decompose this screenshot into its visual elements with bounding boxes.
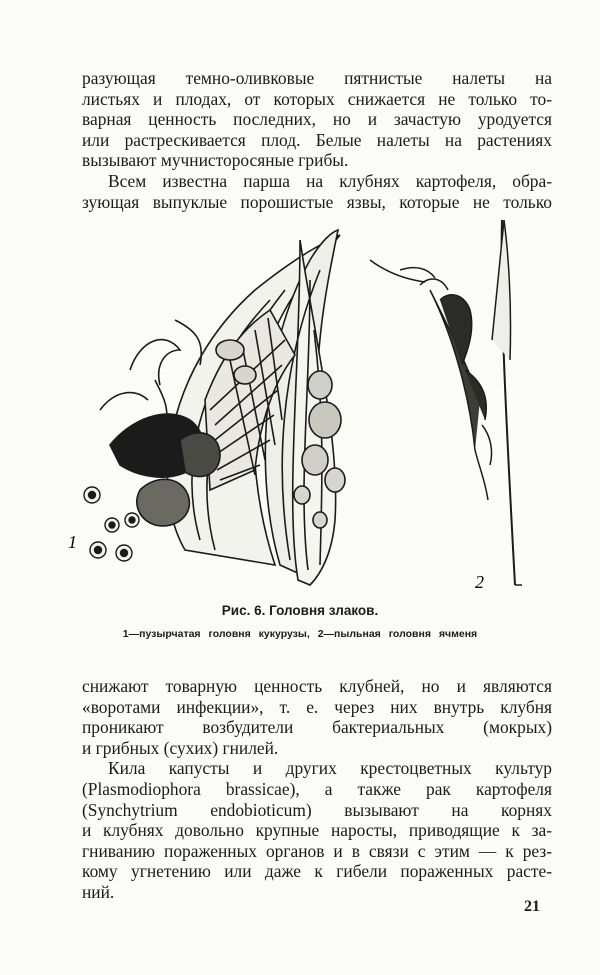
text-line: или растрескивается плод. Белые налеты на растениях [82, 129, 552, 150]
barley-spike-drawing [370, 220, 522, 585]
text-line: проникают возбудители бактериальных (мокрых) [82, 717, 552, 738]
text-line: зующая выпуклые порошистые язвы, которые не только [82, 191, 552, 212]
text-line: «воротами инфекции», т. е. через них внутрь клубня [82, 696, 552, 717]
text-line: и клубнях довольно крупные наросты, приводящие к за- [82, 820, 552, 841]
text-line: листьях и плодах, от которых снижается не только то- [82, 88, 552, 109]
page-number: 21 [524, 898, 540, 915]
text-line: гниванию пораженных органов и в связи с этим — к рез- [82, 840, 552, 861]
corn-ear-drawing [100, 230, 345, 585]
illustration-corn-and-barley-smut [70, 220, 540, 595]
text-line: снижают товарную ценность клубней, но и являются [82, 676, 552, 696]
figure-label-2: 2 [475, 572, 484, 592]
text-line: и грибных (сухих) гнилей. [82, 737, 279, 758]
paragraph-top [82, 68, 552, 212]
text-line: Всем известна парша на клубнях картофеля, обра- [108, 170, 552, 191]
figure-smut-of-cereals [70, 220, 540, 595]
text-line: кому угнетению или даже к гибели пораженных расте- [82, 861, 552, 882]
text-line: вызывают мучнисторосяные грибы. [82, 150, 349, 171]
text-line: Кила капусты и других крестоцветных культур [108, 758, 552, 779]
figure-label-1: 1 [68, 532, 77, 552]
text-line: разующая темно-оливковые пятнистые налеты на [82, 68, 552, 88]
figure-caption-title: Рис. 6. Головня злаков. [221, 603, 379, 618]
text-line: (Plasmodiophora brassicae), а также рак картофеля [82, 778, 552, 799]
text-line: (Synchytrium endobioticum) вызывают на корнях [82, 799, 552, 820]
text-line: варная ценность последних, но и зачастую уродуется [82, 109, 552, 130]
spore-drawings [84, 487, 139, 561]
figure-caption-subtitle: 1—пузырчатая головня кукурузы, 2—пыльная головня ячменя [122, 628, 478, 640]
paragraph-bottom [82, 676, 552, 903]
text-line: ний. [82, 881, 115, 902]
